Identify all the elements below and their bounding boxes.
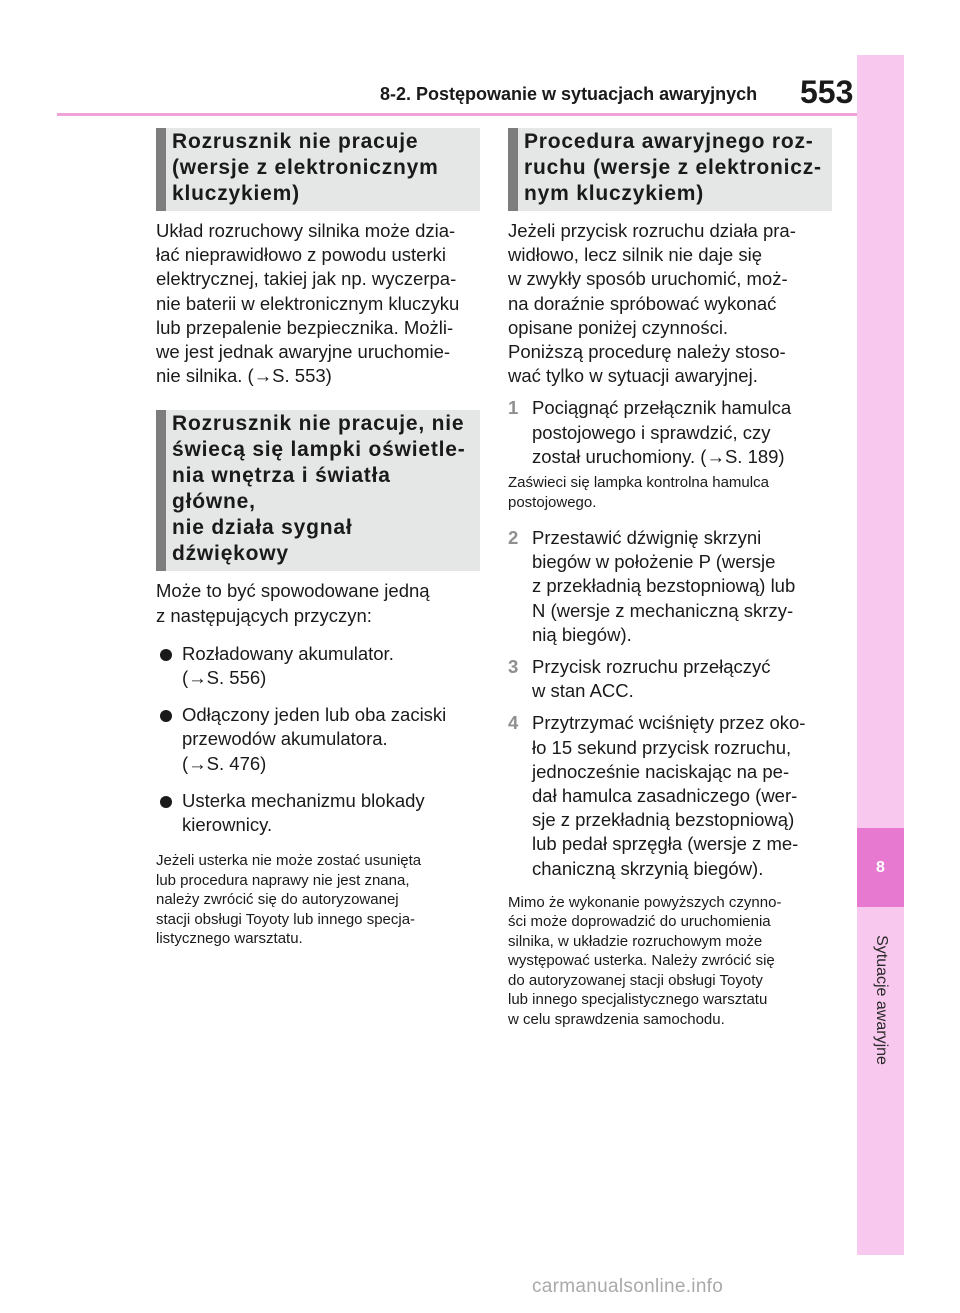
procedure-step <box>508 526 832 647</box>
final-note-inspection: Mimo że wykonanie powyższych czynno- ści może doprowadzić do uruchomienia silnika, w układzie rozruchowym może występować usterka. Należy zwrócić się do autoryzowanej stacji obsługi Toyoty lub innego specjalistycznego warsztatu w celu sprawdzenia samochodu. <box>508 893 782 1028</box>
bullet-icon <box>160 796 172 808</box>
section-heading-emergency-start: Procedura awaryjnego roz- ruchu (wersje z elektronicz- nym kluczykiem) <box>508 128 832 211</box>
procedure-step <box>508 396 832 469</box>
section-intro-emergency-start: Jeżeli przycisk rozruchu działa pra- widłowo, lecz silnik nie daje się w zwykły sposób uruchomić, moż- na doraźnie spróbować wykonać opisane poniżej czynności. Poniższą procedurę należy stoso- wać tylko w sytuacji awaryjnej. <box>508 220 796 387</box>
step-number: 3 <box>508 656 519 678</box>
section-heading-no-lights-no-horn: Rozrusznik nie pracuje, nie świecą się lampki oświetle- nia wnętrza i światła główne, nie działa sygnał dźwiękowy <box>156 410 480 571</box>
right-column <box>508 128 832 1029</box>
bullet-icon <box>160 649 172 661</box>
section-intro-possible-causes: Może to być spowodowane jedną z następujących przyczyn: <box>156 580 430 626</box>
step-note-parking-brake-light: Zaświeci się lampka kontrolna hamulca postojowego. <box>508 474 769 511</box>
causes-list <box>156 642 480 837</box>
header-divider <box>57 113 857 116</box>
procedure-step <box>508 655 832 703</box>
step-text: Pociągnąć przełącznik hamulca postojowego i sprawdzić, czy został uruchomiony. (→S. 189) <box>532 397 792 467</box>
step-text: Przestawić dźwignię skrzyni biegów w położenie P (wersje z przekładnią bezstopniową) lub N (wersje z mechaniczną skrzy- nią biegów). <box>532 527 796 645</box>
left-column <box>156 128 480 949</box>
list-item-text: Usterka mechanizmu blokady kierownicy. <box>182 789 425 836</box>
step-number: 1 <box>508 397 519 419</box>
section-body-starter-not-working: Układ rozruchowy silnika może dzia- łać nieprawidłowo z powodu usterki elektrycznej, takiej jak np. wyczerpa- nie baterii w elektronicznym kluczyku lub przepalenie bezpiecznika. Możli- we jest jednak awaryjne uruchomie- nie silnika. (→S. 553) <box>156 220 460 387</box>
step-text: Przytrzymać wciśnięty przez oko- ło 15 sekund przycisk rozruchu, jednocześnie naciskając na pe- dał hamulca zasadniczego (wer- sje z przekładnią bezstopniową) lub pedał sprzęgła (wersje z me- chaniczną skrzynią biegów). <box>532 712 806 879</box>
list-item-text: Rozładowany akumulator. (→S. 556) <box>182 642 394 689</box>
header-section-title: 8-2. Postępowanie w sytuacjach awaryjnych <box>380 84 758 104</box>
watermark: carmanualsonline.info <box>532 1276 724 1297</box>
chapter-title-vertical: Sytuacje awaryjne <box>873 935 890 1065</box>
section-note-contact-service: Jeżeli usterka nie może zostać usunięta lub procedura naprawy nie jest znana, należy zwrócić się do autoryzowanej stacji obsługi Toyoty lub innego specja- listycznego warsztatu. <box>156 852 422 948</box>
step-text: Przycisk rozruchu przełączyć w stan ACC. <box>532 656 771 702</box>
section-heading-starter-not-working: Rozrusznik nie pracuje (wersje z elektronicznym kluczykiem) <box>156 128 480 211</box>
list-item <box>156 789 480 837</box>
procedure-step <box>508 711 832 880</box>
list-item <box>156 703 480 776</box>
list-item <box>156 642 480 690</box>
page-number: 553 <box>800 74 854 110</box>
step-number: 4 <box>508 712 519 734</box>
bullet-icon <box>160 710 172 722</box>
chapter-number-badge: 8 <box>857 828 904 907</box>
step-number: 2 <box>508 527 519 549</box>
list-item-text: Odłączony jeden lub oba zaciski przewodów akumulatora. (→S. 476) <box>182 704 447 774</box>
chapter-side-tab <box>857 55 904 1255</box>
